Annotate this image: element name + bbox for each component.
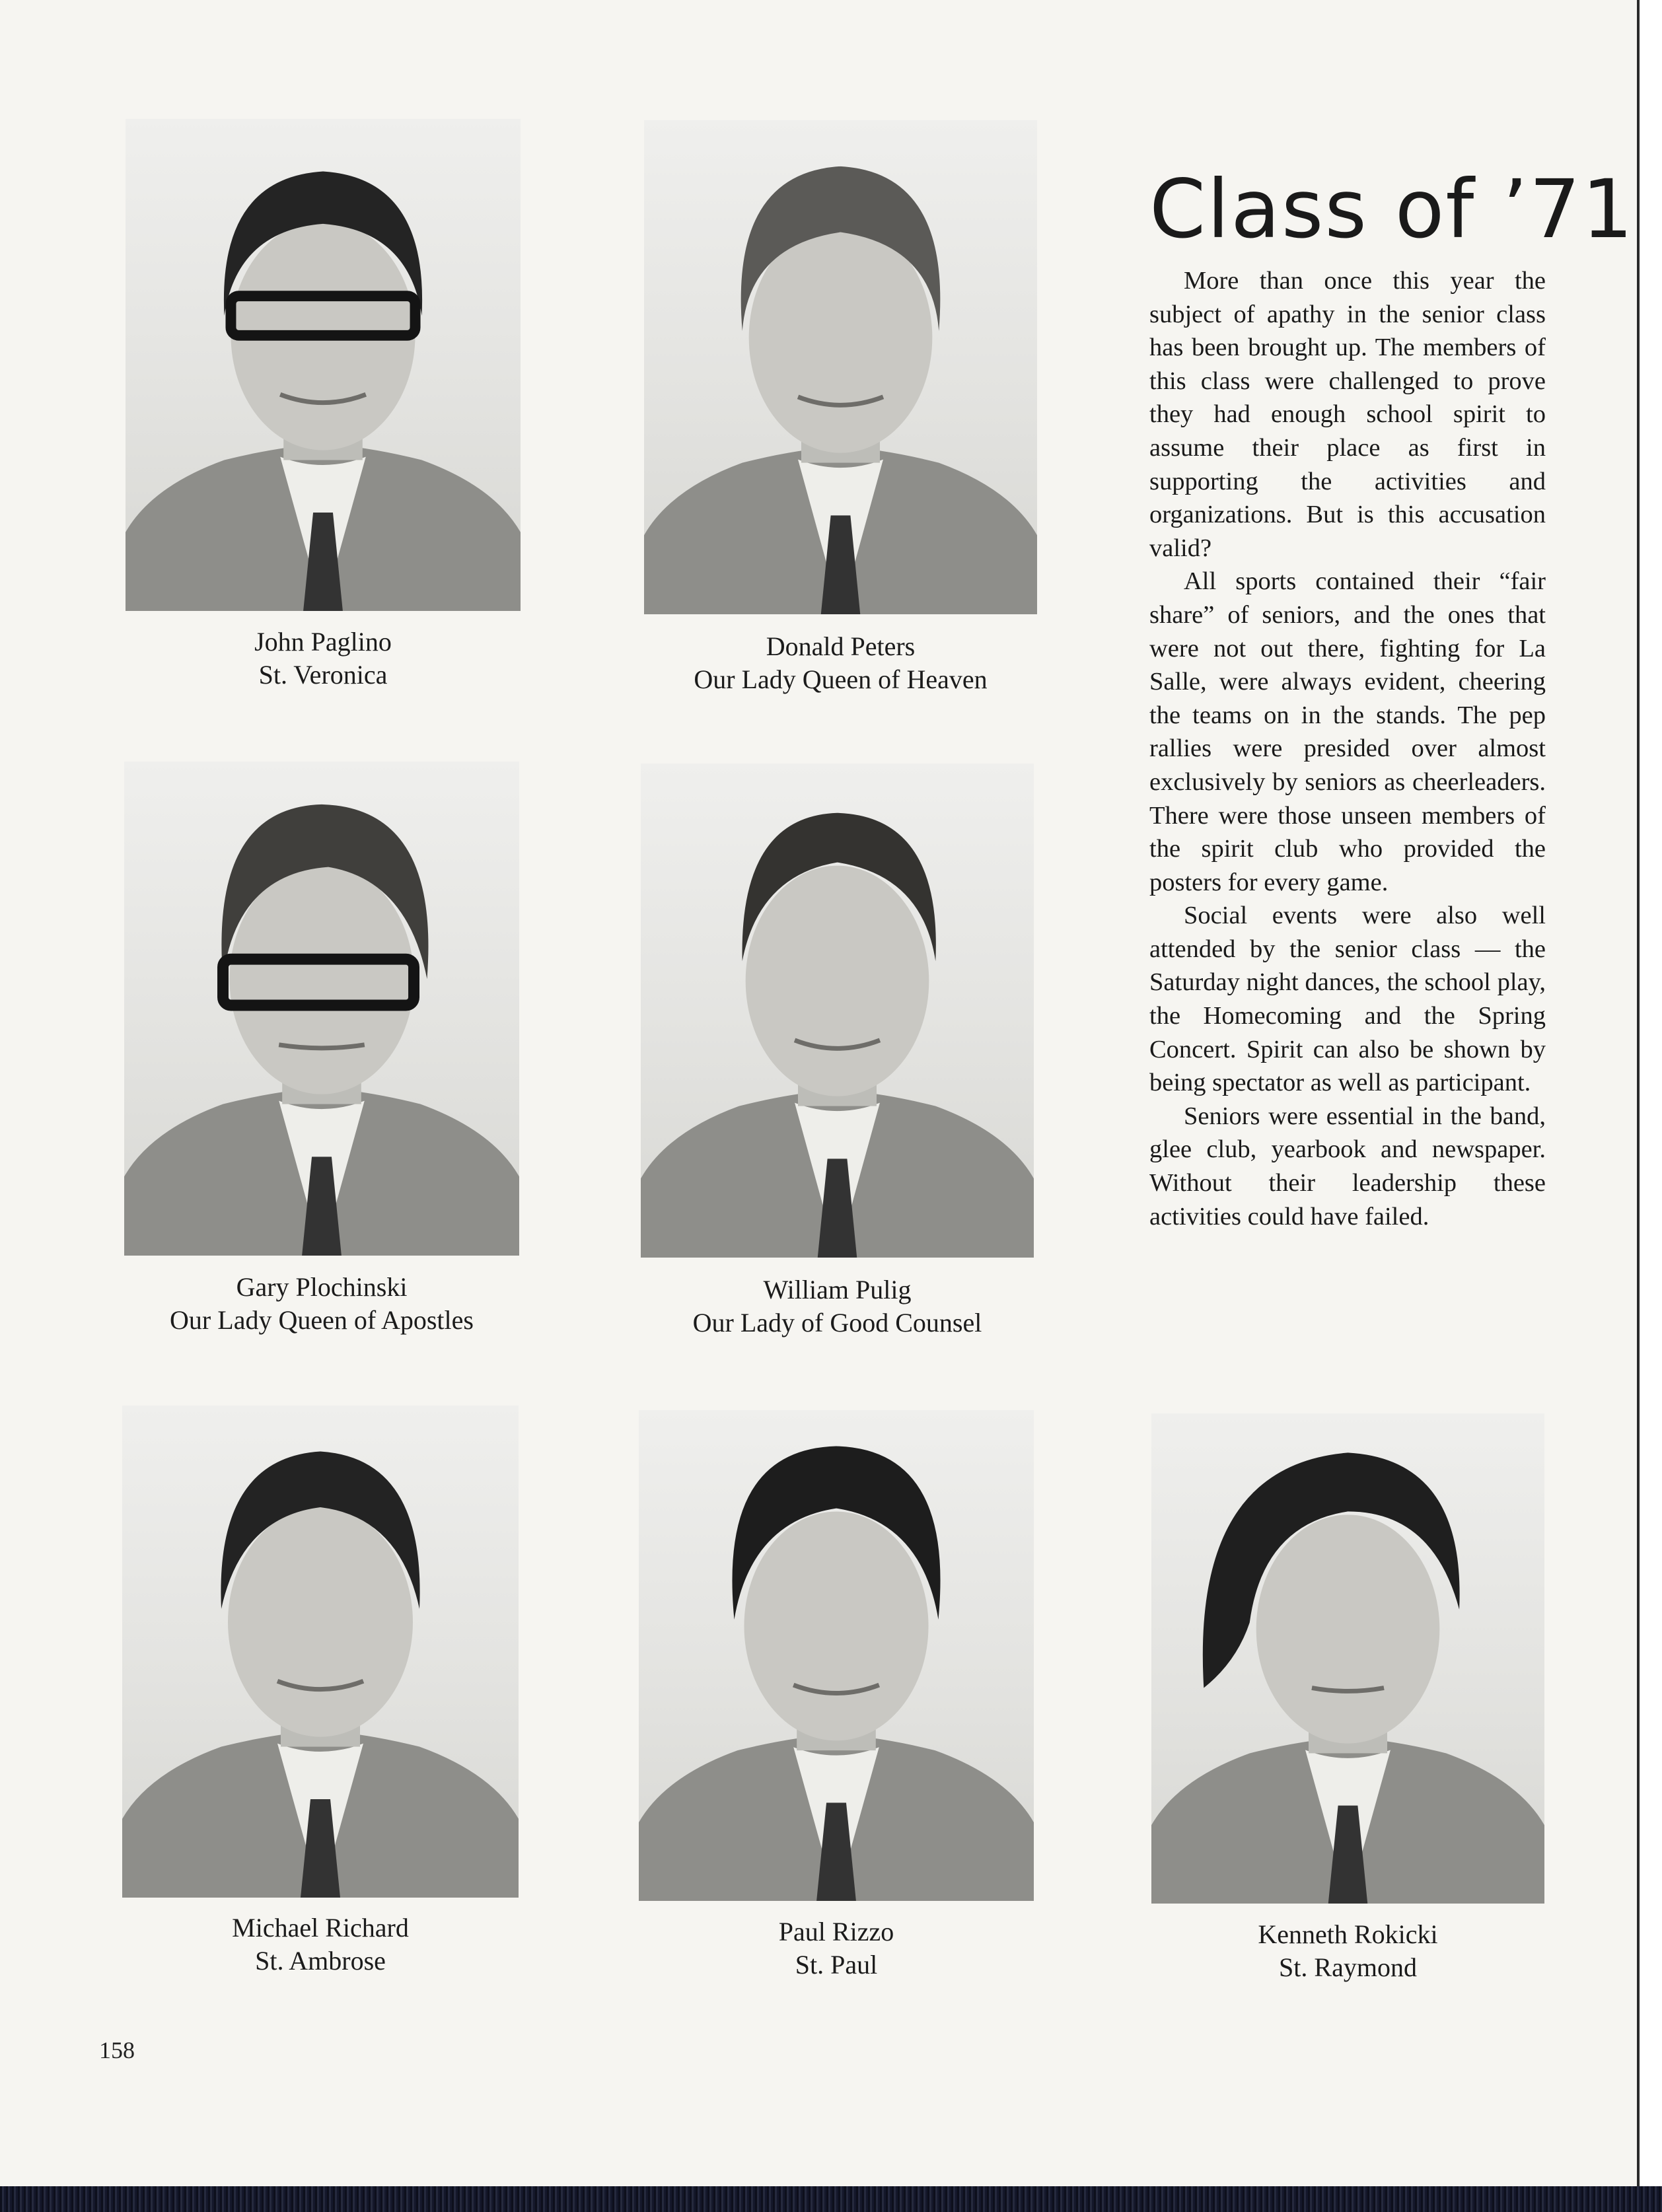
student-parish: St. Raymond — [1279, 1952, 1417, 1982]
student-portrait — [644, 120, 1037, 614]
student-name: Paul Rizzo — [778, 1917, 894, 1946]
student-portrait — [641, 764, 1034, 1258]
article-paragraph: All sports contained their “fair share” of seniors, and the ones that were not out there, fighting for La Salle, were always evident, cheering the teams on in the stands. The pep rallies were presided over almost exclusively by seniors as cheerleaders. There were those unseen members of the spirit club who provided the posters for every game. — [1149, 567, 1546, 896]
article-paragraph: More than once this year the subject of apathy in the senior class has been brought up. The members of this class were challenged to prove they had enough school spirit to assume their place as first in supporting the activities and organizations. But is this accusation valid? — [1149, 267, 1546, 562]
student-parish: St. Paul — [795, 1950, 878, 1980]
article-paragraph: Seniors were essential in the band, glee club, yearbook and newspaper. Without their leadership these activities could have failed. — [1149, 1102, 1546, 1231]
portrait-photo-icon — [644, 120, 1037, 614]
student-caption — [126, 625, 521, 692]
student-name: Donald Peters — [766, 631, 916, 661]
student-parish: Our Lady Queen of Heaven — [694, 664, 988, 694]
student-caption — [641, 1273, 1034, 1339]
student-caption — [122, 1911, 519, 1978]
student-parish: Our Lady of Good Counsel — [692, 1308, 982, 1338]
scan-edge-strip — [0, 2186, 1662, 2212]
article-body — [1149, 264, 1546, 1233]
student-portrait — [1151, 1413, 1544, 1904]
student-name: John Paglino — [254, 627, 392, 657]
portrait-photo-icon — [641, 764, 1034, 1258]
student-portrait — [124, 762, 519, 1256]
portrait-photo-icon — [122, 1406, 519, 1898]
student-portrait — [122, 1406, 519, 1898]
page-title: Class of ’71 — [1149, 162, 1635, 256]
portrait-photo-icon — [1151, 1413, 1544, 1904]
student-caption — [639, 1915, 1034, 1981]
student-name: Kenneth Rokicki — [1258, 1919, 1438, 1949]
student-name: William Pulig — [763, 1275, 912, 1304]
student-parish: Our Lady Queen of Apostles — [170, 1305, 474, 1335]
student-caption — [124, 1271, 519, 1337]
student-portrait — [639, 1410, 1034, 1901]
student-name: Michael Richard — [232, 1913, 409, 1943]
student-caption — [1151, 1918, 1544, 1984]
student-parish: St. Veronica — [258, 660, 388, 690]
page-number: 158 — [99, 2037, 135, 2063]
student-portrait — [126, 119, 521, 611]
article-paragraph: Social events were also well attended by the senior class — the Saturday night dances, the school play, the Homecoming and the Spring Concert. Spirit can also be shown by being spectator as well as participant. — [1149, 902, 1546, 1097]
student-caption — [644, 630, 1037, 696]
student-name: Gary Plochinski — [236, 1272, 408, 1302]
portrait-photo-icon — [126, 119, 521, 611]
portrait-photo-icon — [124, 762, 519, 1256]
portrait-photo-icon — [639, 1410, 1034, 1901]
student-parish: St. Ambrose — [255, 1946, 386, 1976]
